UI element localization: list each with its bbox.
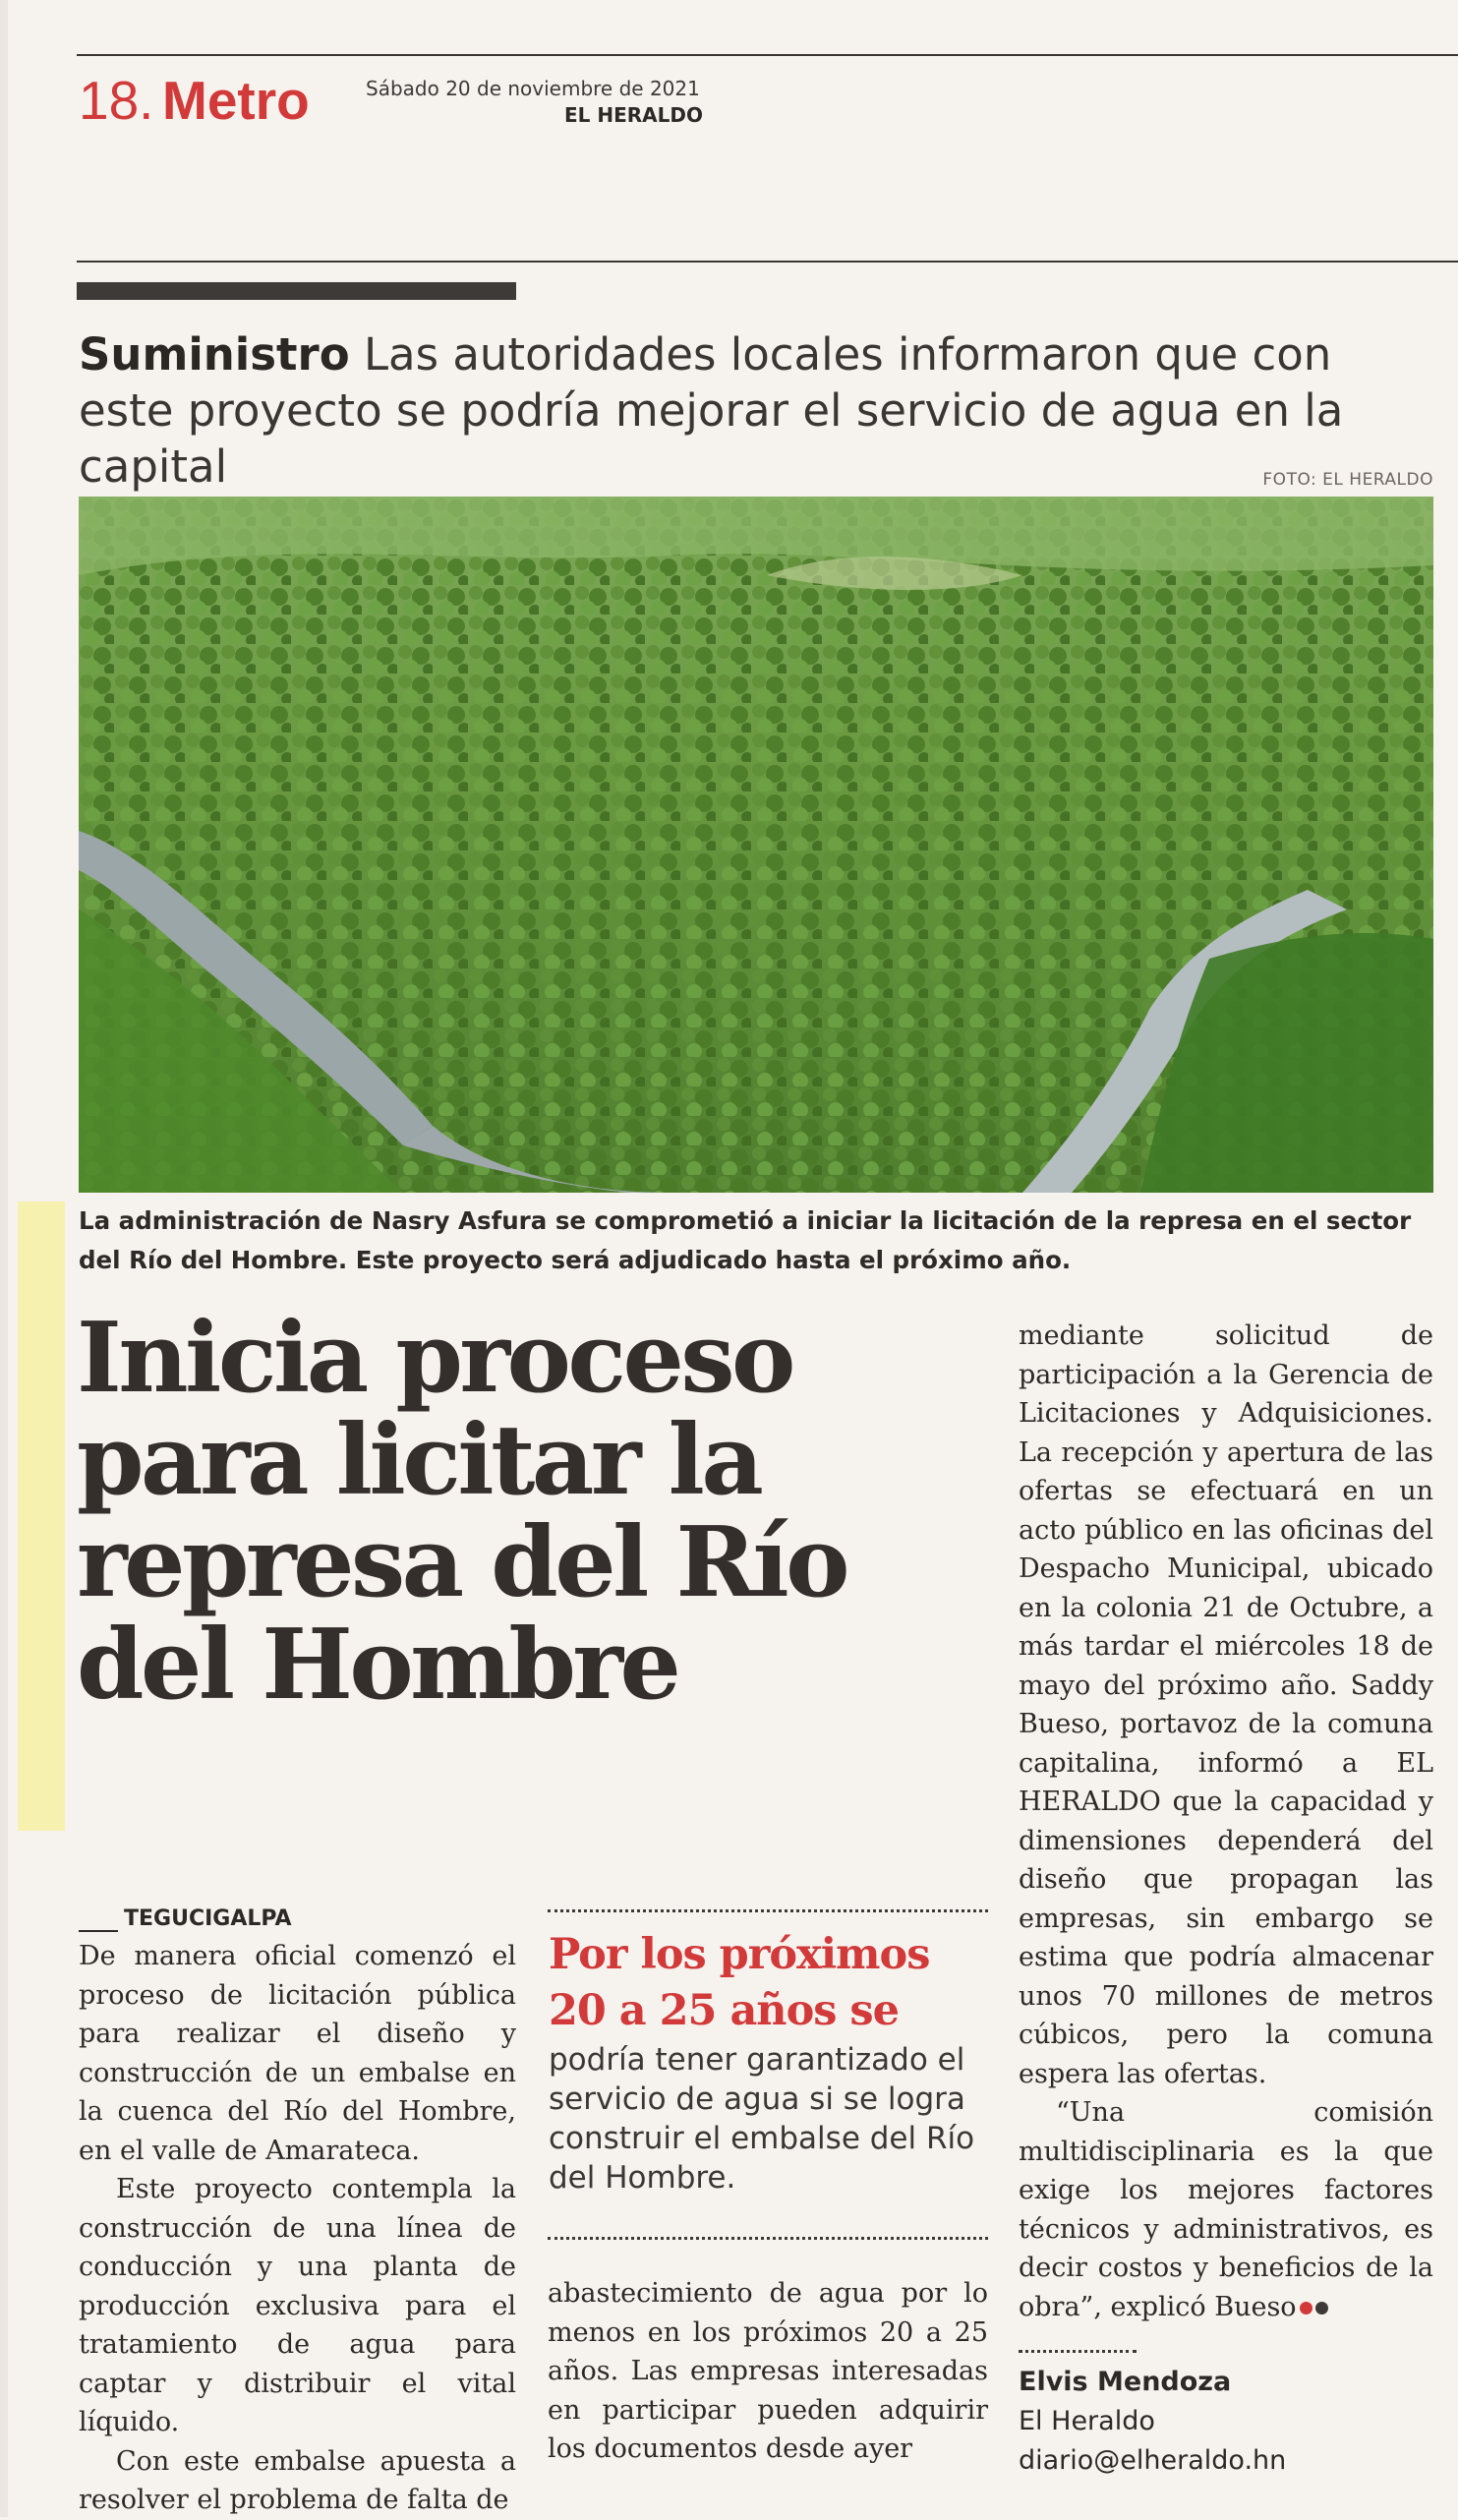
end-mark-icon [1315, 2302, 1328, 2315]
subhead-text: Las autoridades locales informaron que con este proyecto se podría mejorar el servicio de agua en la capital [79, 328, 1344, 493]
photo-caption: La administración de Nasry Asfura se comprometió a iniciar la licitación de la represa en el sector del Río del Hombre. Este proyecto será adjudicado hasta el próximo año. [79, 1206, 1412, 1274]
page-edge [0, 0, 8, 2517]
byline-email: diario@elheraldo.hn [1019, 2445, 1287, 2476]
article-column-3 [1019, 1317, 1433, 2326]
end-mark-icon [1300, 2302, 1312, 2315]
dateline: TEGUCIGALPA [124, 1906, 292, 1931]
river-valley-illustration [79, 497, 1433, 1193]
article-column-1 [79, 1937, 516, 2520]
subhead-label: Suministro [79, 328, 350, 381]
dateline-rule [79, 1930, 118, 1932]
pull-quote-body: podría tener garantizado el servicio de agua si se logra construir el embalse del Río del Hombre. [549, 2042, 975, 2196]
byline-name: Elvis Mendoza [1019, 2367, 1232, 2397]
article-headline: Inicia proceso para licitar la represa del Río del Hombre [77, 1302, 847, 1722]
header-rule [77, 54, 1458, 56]
article-column-2 [548, 2274, 988, 2469]
pull-quote-top-rule [548, 1909, 988, 1912]
pull-quote-title: Por los próximos 20 a 25 años se [549, 1930, 930, 2035]
article-paragraph-final [1019, 2093, 1433, 2326]
newspaper-name: EL HERALDO [564, 103, 703, 127]
section-title: Metro [162, 70, 310, 131]
byline-rule [1019, 2350, 1137, 2353]
photo-credit: FOTO: EL HERALDO [1262, 470, 1433, 490]
kicker-bar [77, 282, 516, 300]
pull-quote-bottom-rule [548, 2237, 988, 2240]
article-paragraph: abastecimiento de agua por lo menos en los próximos 20 a 25 años. Las empresas interesadas en participar pueden adquirir los documentos desde ayer [548, 2278, 988, 2464]
section-rule [77, 261, 1458, 263]
highlighter-mark [18, 1201, 65, 1831]
page-number: 18. [79, 70, 154, 131]
issue-date: Sábado 20 de noviembre de 2021 [366, 77, 700, 100]
article-paragraph-text: “Una comisión multidisciplinaria es la que exige los mejores factores técnicos y administrativos, es decir costos y beneficios de la obra”, explicó Bueso [1019, 2097, 1433, 2322]
river-valley-photo [79, 497, 1433, 1193]
article-paragraph: Este proyecto contempla la construcción de una línea de conducción y una planta de producción exclusiva para el tratamiento de agua para captar y distribuir el vital líquido. [79, 2174, 516, 2437]
article-paragraph: mediante solicitud de participación a la Gerencia de Licitaciones y Adquisiciones. La recepción y apertura de las ofertas se efectuará en un acto público en las oficinas del Despacho Municipal, ubicado en la colonia 21 de Octubre, a más tardar el miércoles 18 de mayo del próximo año. Saddy Bueso, portavoz de la comuna capitalina, informó a EL HERALDO que la capacidad y dimensiones dependerá del diseño que propagan las empresas, sin embargo se estima que podría almacenar unos 70 millones de metros cúbicos, pero la comuna espera las ofertas. [1019, 1320, 1433, 2089]
article-paragraph: De manera oficial comenzó el proceso de licitación pública para realizar el diseño y construcción de un embalse en la cuenca del Río del Hombre, en el valle de Amarateca. [79, 1941, 516, 2166]
byline-org: El Heraldo [1019, 2406, 1155, 2436]
article-paragraph: Con este embalse apuesta a resolver el problema de falta de [79, 2445, 516, 2515]
